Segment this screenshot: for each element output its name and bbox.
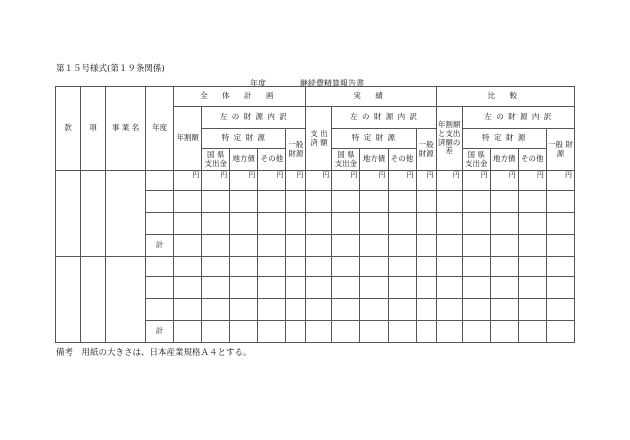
header-actual-other: その他 [388, 149, 416, 171]
total-label: 計 [146, 235, 174, 257]
header-comparison-local-bond: 地方債 [490, 149, 518, 171]
yen-cell: 円 [174, 171, 202, 191]
table-row [56, 257, 575, 277]
header-comparison-national-pref: 国 県 支出金 [462, 149, 490, 171]
cell-kan [56, 171, 81, 257]
yen-cell: 円 [388, 171, 416, 191]
header-overall-plan: 全 体 計 画 [174, 87, 306, 107]
header-plan-other: その他 [258, 149, 286, 171]
header-actual-specific-funding: 特 定 財 源 [332, 129, 416, 149]
yen-cell: 円 [306, 171, 332, 191]
header-actual-national-pref: 国 県 支出金 [332, 149, 360, 171]
total-label: 計 [146, 321, 174, 343]
header-comparison-other: その他 [518, 149, 546, 171]
remark-note: 備考 用紙の大きさは、日本産業規格Ａ４とする。 [56, 348, 252, 358]
cell-nendo [146, 171, 174, 191]
header-actual-general-funding: 一般 財源 [416, 129, 436, 171]
header-plan-local-bond: 地方債 [230, 149, 258, 171]
header-plan-funding-breakdown: 左 の 財 源 内 訳 [202, 107, 306, 129]
header-difference: 年割額と支出済額の差 [436, 107, 462, 171]
yen-cell: 円 [490, 171, 518, 191]
header-plan-annual-amount: 年割額 [174, 107, 202, 171]
yen-cell: 円 [360, 171, 388, 191]
settlement-report-table [55, 86, 575, 343]
header-comparison-funding-breakdown: 左 の 財 源 内 訳 [462, 107, 574, 129]
cell-nendo [146, 277, 174, 299]
yen-cell: 円 [332, 171, 360, 191]
cell-nendo [146, 191, 174, 213]
yen-cell: 円 [546, 171, 574, 191]
table-row [56, 171, 575, 191]
header-plan-specific-funding: 特 定 財 源 [202, 129, 286, 149]
yen-cell: 円 [416, 171, 436, 191]
header-kou: 項 [81, 87, 106, 171]
header-nendo: 年度 [146, 87, 174, 171]
header-plan-general-funding: 一般 財源 [286, 129, 306, 171]
cell-nendo [146, 299, 174, 321]
cell-kou [81, 171, 106, 257]
header-actual: 実 績 [306, 87, 436, 107]
cell-jigyo [106, 171, 146, 257]
yen-cell: 円 [462, 171, 490, 191]
yen-cell: 円 [518, 171, 546, 191]
cell-kou [81, 257, 106, 343]
header-comparison-specific-funding: 特 定 財 源 [462, 129, 546, 149]
yen-cell: 円 [286, 171, 306, 191]
header-actual-local-bond: 地方債 [360, 149, 388, 171]
header-jigyo-name: 事 業 名 [106, 87, 146, 171]
yen-cell: 円 [436, 171, 462, 191]
header-comparison-general-funding: 一般 財源 [546, 129, 574, 171]
header-comparison: 比 較 [436, 87, 574, 107]
cell-nendo [146, 257, 174, 277]
cell-nendo [146, 213, 174, 235]
header-plan-national-pref: 国 県 支出金 [202, 149, 230, 171]
yen-cell: 円 [258, 171, 286, 191]
header-actual-expenditure: 支 出 済 額 [306, 107, 332, 171]
title-name: 継続費精算報告書 [300, 79, 364, 88]
title-year: 年度 [250, 79, 266, 88]
yen-cell: 円 [202, 171, 230, 191]
header-kan: 款 [56, 87, 81, 171]
form-number-label: 第１５号様式(第１９条関係) [56, 64, 165, 74]
cell-jigyo [106, 257, 146, 343]
yen-cell: 円 [230, 171, 258, 191]
header-actual-funding-breakdown: 左 の 財 源 内 訳 [332, 107, 436, 129]
cell-kan [56, 257, 81, 343]
